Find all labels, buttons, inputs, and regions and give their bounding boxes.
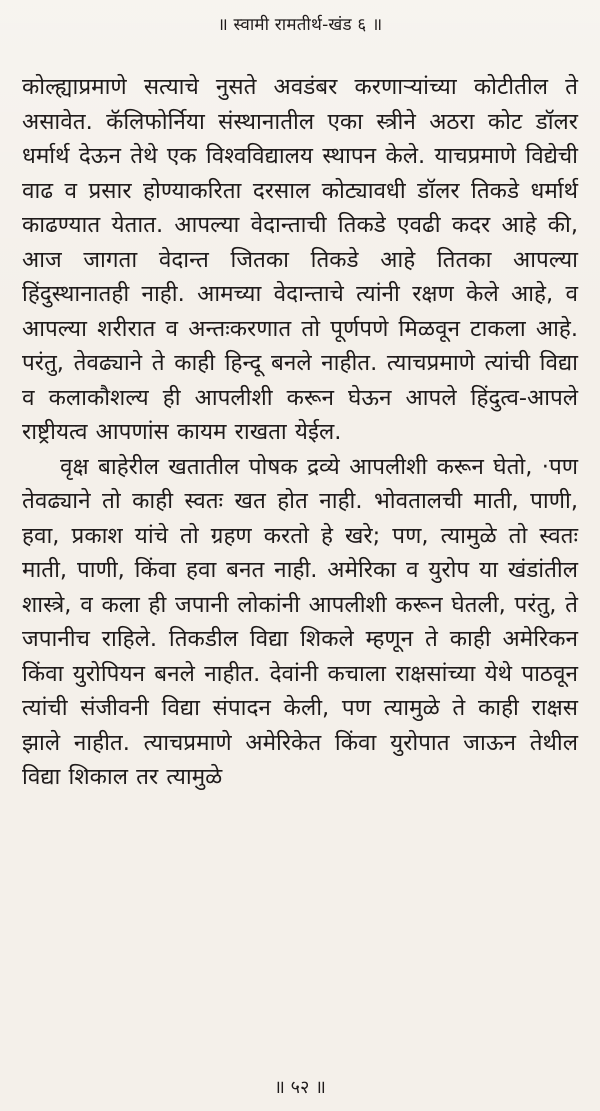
running-title: ॥ स्वामी रामतीर्थ-खंड ६ ॥ (217, 15, 383, 35)
paragraph-2: वृक्ष बाहेरील खतातील पोषक द्रव्ये आपलीशी करून घेतो, ·पण तेवढ्याने तो काही स्वतः खत होत नाही. भोवतालची माती, पाणी, हवा, प्रकाश यांचे तो ग्रहण करतो हे खरे; पण, त्यामुळे तो स्वतः माती, पाणी, किंवा हवा बनत नाही. अमेरिका व युरोप या खंडांतील शास्त्रे, व कला ही जपानी लोकांनी आपलीशी करून घेतली, परंतु, ते जपानीच राहिले. तिकडील विद्या शिकले म्हणून ते काही अमेरिकन किंवा युरोपियन बनले नाहीत. देवांनी कचाला राक्षसांच्या येथे पाठवून त्यांची संजीवनी विद्या संपादन केली, पण त्यामुळे ते काही राक्षस झाले नाहीत. त्याचप्रमाणे अमेरिकेत किंवा युरोपात जाऊन तेथील विद्या शिकाल तर त्यामुळे (22, 453, 578, 790)
body-text (22, 70, 578, 795)
page-number: ॥ ५२ ॥ (274, 1077, 326, 1098)
paragraph-1: कोल्ह्याप्रमाणे सत्याचे नुसते अवडंबर करणाऱ्यांच्या कोटीतील ते असावेत. कॅलिफोर्निया संस्थानातील एका स्त्रीने अठरा कोट डॉलर धर्मार्थ देऊन तेथे एक विश्वविद्यालय स्थापन केले. याचप्रमाणे विद्येची वाढ व प्रसार होण्याकरिता दरसाल कोट्यावधी डॉलर तिकडे धर्मार्थ काढण्यात येतात. आपल्या वेदान्ताची तिकडे एवढी कदर आहे की, आज जागता वेदान्त जितका तिकडे आहे तितका आपल्या हिंदुस्थानातही नाही. आमच्या वेदान्ताचे त्यांनी रक्षण केले आहे, व आपल्या शरीरात व अन्तःकरणात तो पूर्णपणे मिळवून टाकला आहे. परंतु, तेवढ्याने ते काही हिन्दू बनले नाहीत. त्याचप्रमाणे त्यांची विद्या व कलाकौशल्य ही आपलीशी करून घेऊन आपले हिंदुत्व-आपले राष्ट्रीयत्व आपणांस कायम राखता येईल. (22, 74, 578, 445)
